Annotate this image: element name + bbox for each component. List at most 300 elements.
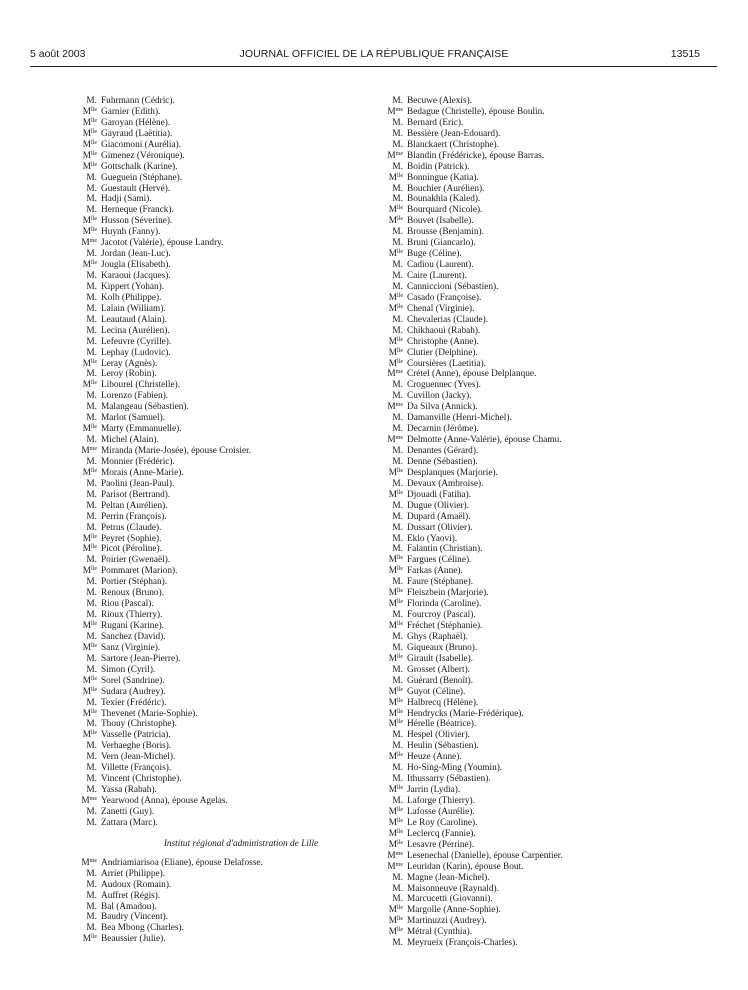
list-item: [382, 643, 712, 654]
person-name: Picot (Péroline).: [101, 544, 162, 555]
list-item: [76, 818, 406, 829]
person-name: Casado (Françoise).: [407, 292, 482, 303]
list-item: [382, 151, 712, 162]
person-name: Auffret (Régis).: [101, 890, 161, 901]
civility-suffix: me: [395, 435, 403, 442]
civility-base: M: [388, 599, 397, 610]
civility-title: [76, 380, 97, 391]
civility-title: [382, 544, 403, 555]
civility-suffix: lle: [91, 139, 97, 146]
civility-base: M.: [392, 260, 403, 271]
civility-base: M: [388, 708, 397, 719]
list-item: [382, 905, 712, 916]
person-name: Bonningue (Katia).: [407, 172, 479, 183]
civility-base: M.: [392, 183, 403, 194]
civility-title: [76, 741, 97, 752]
civility-title: [382, 927, 403, 938]
person-name: Rioux (Thierry).: [101, 610, 163, 621]
list-item: [76, 249, 406, 260]
civility-base: M: [82, 260, 91, 271]
civility-title: [76, 238, 97, 249]
list-item: [382, 96, 712, 107]
civility-title: [382, 709, 403, 720]
civility-title: [382, 457, 403, 468]
person-name: Marcucetti (Giovanni).: [407, 894, 493, 905]
person-name: Djouadi (Fatiha).: [407, 489, 472, 500]
civility-title: [76, 512, 97, 523]
civility-suffix: lle: [397, 905, 403, 912]
person-name: Vern (Jean-Michel).: [101, 752, 176, 763]
civility-title: [382, 468, 403, 479]
civility-title: [382, 621, 403, 632]
list-item: [76, 588, 406, 599]
person-name: Vasselle (Patricia).: [101, 730, 171, 741]
civility-base: M: [82, 934, 91, 945]
civility-title: [76, 643, 97, 654]
civility-base: M: [82, 544, 91, 555]
list-item: [382, 435, 712, 446]
civility-base: M: [82, 216, 91, 227]
person-name: Devaux (Ambroise).: [407, 478, 484, 489]
list-item: [382, 818, 712, 829]
civility-title: [382, 359, 403, 370]
right-entry-list: [382, 96, 712, 949]
civility-base: M: [388, 752, 397, 763]
person-name: Cuvillon (Jacky).: [407, 391, 472, 402]
person-name: Guestault (Hervé).: [101, 183, 171, 194]
civility-title: [76, 610, 97, 621]
civility-base: M.: [86, 599, 97, 610]
person-name: Lesavre (Perrine).: [407, 839, 475, 850]
civility-base: M.: [392, 763, 403, 774]
civility-title: [382, 840, 403, 851]
person-name: Thouy (Christophe).: [101, 719, 177, 730]
civility-base: M.: [86, 879, 97, 890]
list-item: [76, 698, 406, 709]
civility-title: [76, 523, 97, 534]
civility-title: [382, 555, 403, 566]
person-name: Dugue (Olivier).: [407, 500, 469, 511]
civility-base: M.: [86, 183, 97, 194]
list-item: [76, 807, 406, 818]
civility-title: [382, 905, 403, 916]
civility-base: M.: [392, 281, 403, 292]
person-name: Le Roy (Caroline).: [407, 817, 478, 828]
civility-base: M: [81, 796, 90, 806]
civility-base: M: [388, 566, 397, 577]
civility-base: M: [388, 205, 397, 216]
list-item: [382, 446, 712, 457]
list-item: [76, 391, 406, 402]
person-name: Gueguein (Stéphane).: [101, 172, 183, 183]
person-name: Caire (Laurent).: [407, 271, 467, 281]
person-name: Canniccioni (Sébastien).: [407, 281, 499, 292]
list-item: [76, 216, 406, 227]
person-name: Riou (Pascal).: [101, 599, 154, 610]
civility-base: M: [388, 905, 397, 916]
civility-base: M.: [86, 868, 97, 879]
person-name: Paolini (Jean-Paul).: [101, 478, 175, 489]
civility-title: [382, 118, 403, 129]
civility-base: M.: [86, 741, 97, 752]
section-title: Institut régional d'administration de Lille: [163, 838, 319, 849]
civility-title: [382, 151, 403, 162]
civility-title: [76, 249, 97, 260]
list-item: [382, 173, 712, 184]
list-item: [382, 654, 712, 665]
person-name: Hadji (Sami).: [101, 194, 152, 205]
civility-title: [76, 501, 97, 512]
list-item: [76, 184, 406, 195]
person-name: Kolb (Philippe).: [101, 292, 162, 303]
list-item: [382, 216, 712, 227]
civility-suffix: me: [395, 861, 403, 868]
civility-title: [382, 665, 403, 676]
civility-base: M.: [392, 500, 403, 511]
list-item: [382, 512, 712, 523]
civility-base: M: [388, 785, 397, 796]
civility-base: M.: [86, 890, 97, 901]
civility-title: [76, 173, 97, 184]
list-item: [76, 194, 406, 205]
civility-base: M: [387, 861, 396, 872]
civility-base: M: [81, 238, 90, 249]
person-name: Fourcroy (Pascal).: [407, 610, 476, 621]
civility-title: [76, 796, 97, 807]
list-item: [382, 194, 712, 205]
civility-suffix: lle: [91, 161, 97, 168]
header-rule: [30, 66, 717, 67]
civility-base: M: [82, 139, 91, 150]
civility-base: M.: [86, 763, 97, 774]
civility-base: M.: [392, 238, 403, 249]
person-name: Farkas (Anne).: [407, 566, 463, 577]
list-item: [382, 698, 712, 709]
person-name: Lefeuvre (Cyrille).: [101, 336, 172, 347]
header-date: 5 août 2003: [30, 48, 86, 60]
civility-title: [382, 205, 403, 216]
person-name: Libourel (Christelle).: [101, 380, 181, 391]
person-name: Zattara (Marc).: [101, 817, 158, 828]
civility-title: [76, 194, 97, 205]
civility-title: [76, 184, 97, 195]
person-name: Leautaud (Alain).: [101, 314, 168, 325]
civility-suffix: lle: [397, 839, 403, 846]
list-item: [382, 687, 712, 698]
person-name: Audoux (Romain).: [101, 879, 172, 890]
list-item: [382, 807, 712, 818]
list-item: [76, 654, 406, 665]
civility-base: M.: [392, 796, 403, 806]
list-item: [76, 337, 406, 348]
person-name: Halbrecq (Hélène).: [407, 697, 479, 708]
civility-title: [76, 227, 97, 238]
list-item: [382, 140, 712, 151]
civility-base: M: [388, 489, 397, 500]
civility-title: [382, 632, 403, 643]
civility-suffix: lle: [397, 828, 403, 835]
civility-base: M: [82, 150, 91, 161]
civility-title: [76, 151, 97, 162]
civility-title: [382, 184, 403, 195]
civility-suffix: lle: [397, 566, 403, 573]
list-item: [76, 380, 406, 391]
civility-title: [76, 271, 97, 282]
list-item: [76, 934, 406, 945]
list-item: [382, 851, 712, 862]
person-name: Leray (Agnès).: [101, 358, 158, 369]
civility-base: M.: [392, 314, 403, 325]
civility-title: [76, 934, 97, 945]
person-name: Garoyan (Hélène).: [101, 117, 171, 128]
person-name: Arriet (Philippe).: [101, 868, 166, 879]
civility-base: M.: [392, 478, 403, 489]
civility-title: [76, 96, 97, 107]
list-item: [76, 402, 406, 413]
civility-suffix: lle: [397, 708, 403, 715]
civility-suffix: me: [395, 150, 403, 157]
list-item: [76, 468, 406, 479]
list-item: [382, 282, 712, 293]
list-item: [382, 555, 712, 566]
civility-base: M: [388, 828, 397, 839]
civility-title: [382, 763, 403, 774]
list-item: [382, 665, 712, 676]
person-name: Sanchez (David).: [101, 631, 166, 642]
person-name: Renoux (Bruno).: [101, 588, 165, 599]
civility-suffix: me: [89, 796, 97, 802]
civility-base: M.: [86, 336, 97, 347]
list-item: [382, 118, 712, 129]
list-item: [76, 912, 406, 923]
civility-base: M.: [86, 96, 97, 106]
person-name: Zanetti (Guy).: [101, 806, 155, 817]
civility-base: M: [388, 303, 397, 314]
civility-base: M: [388, 653, 397, 664]
civility-title: [76, 818, 97, 829]
person-name: Lorenzo (Fabien).: [101, 391, 169, 402]
person-name: Sorel (Sandrine).: [101, 675, 165, 686]
civility-base: M.: [392, 161, 403, 172]
person-name: Simon (Cyril).: [101, 664, 156, 675]
list-item: [382, 927, 712, 938]
civility-suffix: lle: [397, 916, 403, 923]
civility-title: [76, 413, 97, 424]
person-name: Husson (Séverine).: [101, 216, 173, 227]
civility-suffix: lle: [91, 642, 97, 649]
person-name: Delmotte (Anne-Valérie), épouse Chamu.: [407, 435, 562, 446]
civility-title: [76, 621, 97, 632]
person-name: Heulin (Sébastien).: [407, 741, 479, 752]
civility-title: [76, 446, 97, 457]
civility-title: [382, 741, 403, 752]
person-name: Cadiou (Laurent).: [407, 260, 474, 271]
person-name: Texier (Frédéric).: [101, 697, 167, 708]
civility-suffix: me: [89, 446, 97, 452]
list-item: [76, 665, 406, 676]
list-item: [76, 359, 406, 370]
list-item: [382, 730, 712, 741]
civility-title: [382, 271, 403, 282]
person-name: Chevalerias (Claude).: [407, 314, 489, 325]
civility-suffix: lle: [91, 934, 97, 941]
civility-title: [382, 512, 403, 523]
list-item: [76, 435, 406, 446]
person-name: Buge (Céline).: [407, 249, 462, 260]
list-item: [76, 555, 406, 566]
civility-base: M: [82, 533, 91, 544]
civility-base: M: [388, 336, 397, 347]
civility-title: [382, 446, 403, 457]
civility-title: [76, 359, 97, 370]
list-item: [76, 901, 406, 916]
civility-suffix: me: [89, 238, 97, 245]
civility-base: M: [387, 435, 396, 446]
civility-base: M.: [392, 139, 403, 150]
civility-suffix: lle: [397, 621, 403, 627]
civility-title: [76, 763, 97, 774]
civility-title: [76, 402, 97, 413]
person-name: Dupard (Amaël).: [407, 511, 471, 522]
civility-title: [382, 326, 403, 337]
civility-suffix: lle: [91, 150, 97, 157]
person-name: Jougla (Elisabeth).: [101, 260, 171, 271]
civility-suffix: me: [395, 402, 403, 409]
person-name: Morais (Anne-Marie).: [101, 467, 184, 478]
civility-title: [382, 698, 403, 709]
civility-title: [76, 534, 97, 545]
list-item: [76, 730, 406, 741]
person-name: Sudara (Audrey).: [101, 686, 166, 697]
civility-title: [382, 807, 403, 818]
person-name: Leuridan (Karin), épouse Bout.: [407, 861, 524, 872]
list-item: [382, 501, 712, 512]
person-name: Kippert (Yohan).: [101, 281, 165, 292]
list-item: [382, 205, 712, 216]
person-name: Chikhaoui (Rabah).: [407, 325, 481, 336]
civility-title: [382, 643, 403, 654]
civility-base: M.: [86, 610, 97, 621]
list-item: [382, 271, 712, 282]
list-item: [382, 457, 712, 468]
civility-base: M.: [392, 894, 403, 905]
civility-title: [382, 315, 403, 326]
civility-title: [76, 326, 97, 337]
person-name: Gimenez (Véronique).: [101, 150, 185, 161]
person-name: Malangeau (Sébastien).: [101, 402, 189, 413]
person-name: Sanz (Virginie).: [101, 642, 161, 653]
civility-title: [382, 916, 403, 927]
civility-title: [382, 534, 403, 545]
person-name: Thevenet (Marie-Sophie).: [101, 708, 198, 719]
list-item: [382, 391, 712, 402]
civility-base: M.: [392, 117, 403, 128]
civility-title: [382, 413, 403, 424]
left-entry-list: [76, 96, 406, 829]
person-name: Blanckaert (Christophe).: [407, 139, 499, 150]
list-item: [76, 326, 406, 337]
list-item: [76, 490, 406, 501]
civility-base: M.: [392, 325, 403, 336]
list-item: [76, 719, 406, 730]
civility-title: [76, 435, 97, 446]
civility-suffix: lle: [91, 424, 97, 431]
civility-title: [76, 566, 97, 577]
civility-title: [76, 912, 97, 923]
person-name: Guyot (Céline).: [407, 686, 466, 697]
civility-base: M.: [86, 314, 97, 325]
civility-base: M: [388, 292, 397, 303]
person-name: Karaoui (Jacques).: [101, 271, 171, 281]
civility-title: [382, 479, 403, 490]
civility-base: M.: [392, 96, 403, 106]
person-name: Perrin (François).: [101, 511, 167, 522]
civility-title: [76, 698, 97, 709]
list-item: [382, 774, 712, 785]
civility-base: M: [82, 358, 91, 369]
civility-suffix: lle: [397, 806, 403, 813]
civility-title: [382, 129, 403, 140]
civility-title: [382, 829, 403, 840]
person-name: Peyret (Sophie).: [101, 533, 162, 544]
person-name: Croguennec (Yves).: [407, 380, 481, 391]
civility-title: [382, 107, 403, 118]
civility-base: M.: [392, 128, 403, 139]
list-item: [76, 348, 406, 359]
civility-title: [76, 555, 97, 566]
person-name: Guérard (Benoît).: [407, 675, 474, 686]
civility-suffix: lle: [91, 566, 97, 573]
civility-title: [382, 140, 403, 151]
civility-base: M.: [86, 435, 97, 446]
civility-base: M: [82, 424, 91, 435]
civility-title: [382, 162, 403, 173]
person-name: Ithussarry (Sébastien).: [407, 774, 491, 785]
civility-title: [382, 938, 403, 949]
civility-base: M: [388, 719, 397, 730]
civility-base: M.: [86, 912, 97, 923]
person-name: Girault (Isabelle).: [407, 653, 474, 664]
person-name: Decarnin (Jérôme).: [407, 424, 479, 435]
civility-base: M.: [86, 271, 97, 281]
civility-base: M: [388, 172, 397, 183]
civility-base: M.: [86, 281, 97, 292]
list-item: [382, 380, 712, 391]
person-name: Michel (Alain).: [101, 435, 159, 446]
left-column: [76, 96, 406, 945]
civility-base: M: [82, 686, 91, 697]
civility-suffix: lle: [91, 686, 97, 693]
person-name: Yearwood (Anna), épouse Agelas.: [101, 796, 228, 806]
person-name: Meyrueix (François-Charles).: [407, 938, 518, 949]
civility-title: [76, 107, 97, 118]
person-name: Ghys (Raphaël).: [407, 631, 468, 642]
civility-suffix: lle: [91, 216, 97, 223]
list-item: [76, 709, 406, 720]
civility-suffix: lle: [91, 708, 97, 715]
civility-base: M.: [392, 456, 403, 467]
list-item: [382, 402, 712, 413]
civility-base: M.: [392, 883, 403, 894]
civility-base: M: [387, 106, 396, 117]
civility-base: M.: [86, 249, 97, 260]
civility-base: M.: [392, 511, 403, 522]
list-item: [76, 610, 406, 621]
civility-base: M: [388, 216, 397, 227]
list-item: [76, 173, 406, 184]
civility-title: [382, 719, 403, 730]
civility-base: M.: [86, 697, 97, 708]
